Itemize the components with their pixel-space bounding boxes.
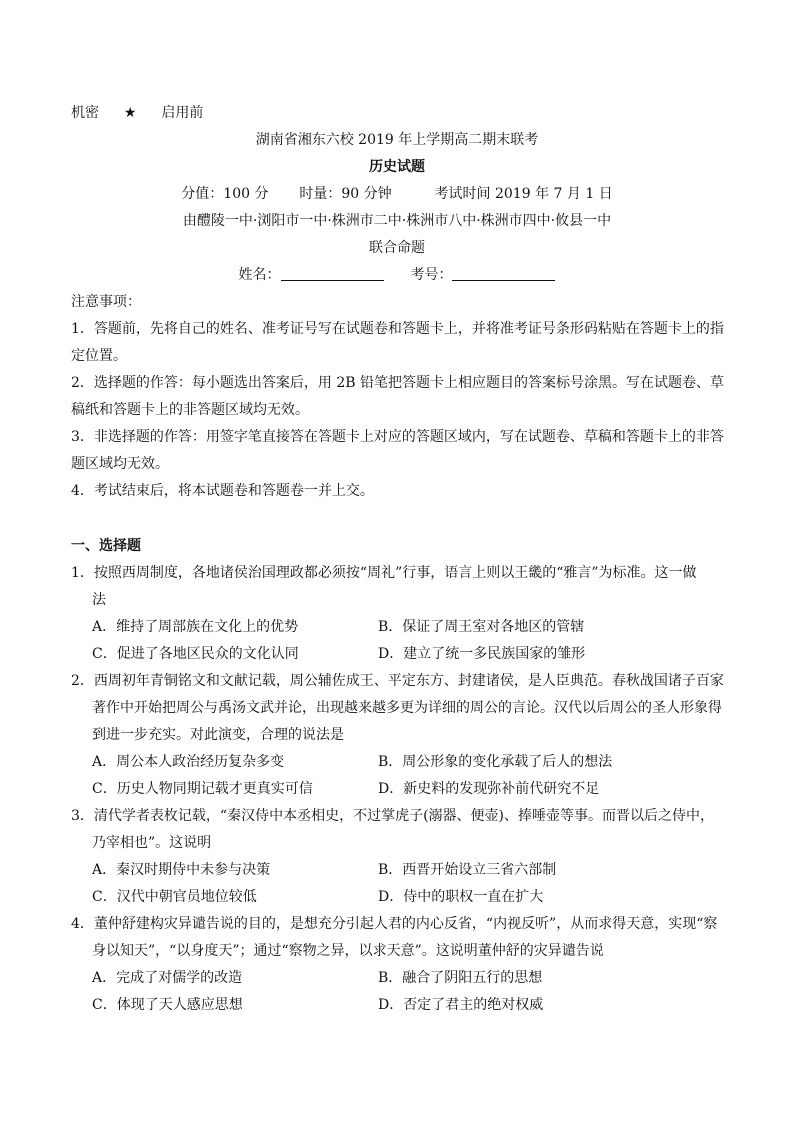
option-d: D．侍中的职权一直在扩大 [378,889,544,905]
notes-line: 1．答题前，先将自己的姓名、准考证号写在试题卷和答题卡上，并将准考证号条形码粘贴在答题卡上的指 [71,321,724,337]
notes-line: 稿纸和答题卡上的非答题区域均无效。 [71,402,309,418]
schools-line: 由醴陵一中·浏阳市一中·株洲市二中·株洲市八中·株洲市四中·攸县一中 [182,213,612,229]
section-heading: 一、选择题 [71,538,141,554]
confidential-line [71,104,203,122]
question-stem: 3．清代学者表枚记载，“秦汉侍中本丞相史，不过掌虎子(溺器、便壶)、捧唾壶等事。而晋以后之侍中， [71,808,714,824]
option-a: A．秦汉时期侍中未参与决策 [92,862,271,878]
date-info: 考试时间 2019 年 7 月 1 日 [434,186,613,202]
option-d: D．新史料的发现弥补前代研究不足 [378,781,600,797]
option-b: B．周公形象的变化承载了后人的想法 [378,754,613,770]
option-a: A．完成了对儒学的改造 [92,970,243,986]
option-c: C．促进了各地区民众的文化认同 [92,646,299,662]
question-stem: 著作中开始把周公与禹汤文武并论，出现越来越多更为详细的周公的言论。汉代以后周公的圣人形象得 [92,700,722,716]
status-label: 启用前 [161,105,204,121]
id-field[interactable] [452,266,555,281]
option-b: B．西晋开始设立三省六部制 [378,862,557,878]
star-icon: ★ [123,105,137,121]
subject-title: 历史试题 [369,159,425,175]
exam-title: 湖南省湘东六校 2019 年上学期高二期末联考 [255,132,539,148]
option-c: C．体现了天人感应思想 [92,997,243,1013]
notes-line: 3．非选择题的作答：用签字笔直接答在答题卡上对应的答题区域内，写在试题卷、草稿和答题卡上的非答 [71,429,724,445]
question-stem: 身以知天”，“以身度天”；通过“察物之异，以求天意”。这说明董仲舒的灾异谴告说 [92,943,604,959]
option-a: A．维持了周部族在文化上的优势 [92,619,299,635]
question-stem: 到进一步充实。对此演变，合理的说法是 [92,727,344,743]
score-info: 分值：100 分 [181,186,269,202]
question-stem: 2．西周初年青铜铭文和文献记载，周公辅佐成王、平定东方、封建诸侯，是人臣典范。春秋战国诸子百家 [71,673,724,689]
duration-info: 时量：90 分钟 [299,186,392,202]
joint-line: 联合命题 [369,240,425,256]
notes-heading: 注意事项： [71,294,141,310]
option-d: D．建立了统一多民族国家的雏形 [378,646,586,662]
secret-label: 机密 [71,105,99,121]
option-d: D．否定了君主的绝对权威 [378,997,544,1013]
question-stem: 法 [92,592,106,608]
notes-line: 定位置。 [71,348,127,364]
notes-line: 2．选择题的作答：每小题选出答案后，用 2B 铅笔把答题卡上相应题目的答案标号涂黑。写在试题卷、草 [71,375,725,391]
notes-line: 题区域均无效。 [71,456,169,472]
option-c: C．历史人物同期记载才更真实可信 [92,781,313,797]
id-label: 考号： [410,267,453,283]
option-a: A．周公本人政治经历复杂多变 [92,754,285,770]
option-b: B．融合了阴阳五行的思想 [378,970,543,986]
exam-info [0,185,794,203]
candidate-info [0,266,794,284]
option-c: C．汉代中朝官员地位较低 [92,889,257,905]
notes-line: 4．考试结束后，将本试题卷和答题卷一并上交。 [71,483,374,499]
question-stem: 乃宰相也”。这说明 [92,835,212,851]
question-stem: 1．按照西周制度，各地诸侯治国理政都必须按“周礼”行事，语言上则以王畿的“雅言”为标准。这一做 [71,565,697,581]
name-label: 姓名： [238,267,281,283]
question-stem: 4．董仲舒建构灾异谴告说的目的，是想充分引起人君的内心反省，“内视反听”，从而求得天意，实现“察 [71,916,718,932]
name-field[interactable] [281,266,384,281]
option-b: B．保证了周王室对各地区的管辖 [378,619,585,635]
